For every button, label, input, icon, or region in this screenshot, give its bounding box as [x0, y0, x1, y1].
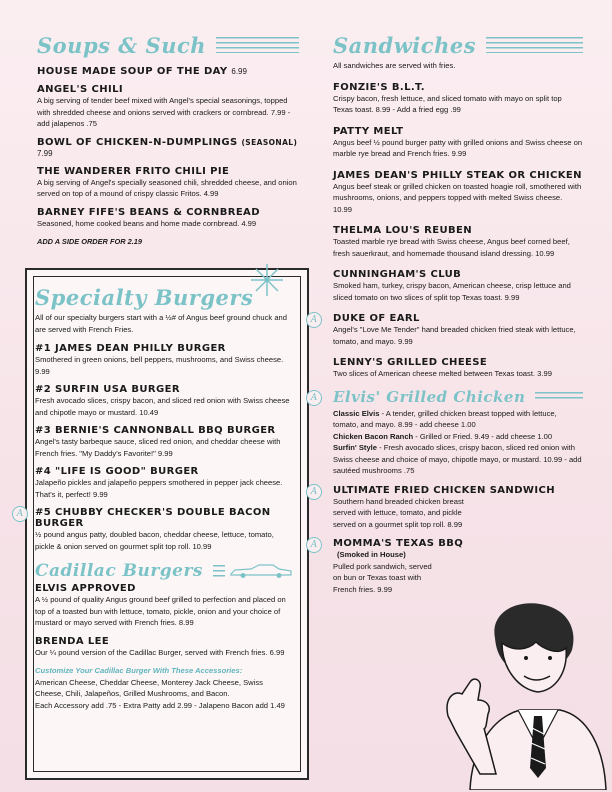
- side-order-note: ADD A SIDE ORDER FOR 2.19: [37, 237, 142, 246]
- menu-item: [310, 538, 583, 595]
- item-title: ELVIS APPROVED: [35, 583, 136, 594]
- item-title: HOUSE MADE SOUP OF THE DAY: [37, 66, 228, 77]
- item-desc: - Grilled or Fried. 9.49 - add cheese 1.00: [413, 431, 553, 441]
- menu-item: [37, 207, 299, 230]
- retro-man-illustration: [440, 598, 608, 790]
- heading-rules: [216, 37, 299, 53]
- heading-rules: [486, 37, 583, 53]
- item-title: ULTIMATE FRIED CHICKEN SANDWICH: [333, 484, 555, 496]
- item-desc: Jalapeño pickles and jalapeño peppers smothered in pepper jack cheese. That's it, perfect! 9.99: [35, 478, 283, 499]
- item-title: #3 BERNIE'S CANNONBALL BBQ BURGER: [35, 425, 276, 436]
- item-title: #5 CHUBBY CHECKER'S DOUBLE BACON BURGER: [35, 507, 271, 529]
- item-title: THELMA LOU'S REUBEN: [333, 225, 473, 236]
- item-title: #4 "LIFE IS GOOD" BURGER: [35, 466, 199, 477]
- menu-item: [310, 313, 583, 347]
- menu-item: [333, 269, 583, 303]
- item-desc: Crispy bacon, fresh lettuce, and sliced tomato with mayo on split top Texas toast. 8.99 - Add a fried egg .99: [333, 93, 562, 114]
- elvis-chicken-items: [333, 408, 583, 477]
- menu-item: [37, 137, 299, 159]
- accessories-prices: Each Accessory add .75 - Extra Patty add 2.99 - Jalapeno Bacon add 1.49: [35, 700, 285, 710]
- item-price: 6.99: [231, 67, 247, 76]
- item-title: #2 SURFIN USA BURGER: [35, 384, 180, 395]
- cadillac-heading: Cadillac Burgers: [35, 561, 204, 581]
- item-desc: ½ pound angus patty, doubled bacon, cheddar cheese, lettuce, tomato, pickle & onion served on gourmet split top roll. 10.99: [35, 530, 274, 551]
- menu-item: [35, 384, 293, 418]
- item-title: JAMES DEAN'S PHILLY STEAK OR CHICKEN: [333, 169, 582, 181]
- sandwiches-heading: Sandwiches: [333, 32, 477, 58]
- specialty-header: [35, 282, 293, 312]
- menu-item: [35, 425, 293, 459]
- item-desc: - A tender, grilled chicken breast topped with lettuce, tomato, and mayo. 8.99 - add cheese 1.00: [333, 408, 557, 429]
- item-desc: Smoked ham, turkey, crispy bacon, American cheese, crisp lettuce and sliced tomato on two slices of split top Texas toast. 9.99: [333, 281, 571, 302]
- menu-item: [333, 82, 583, 116]
- menu-item: [35, 583, 293, 629]
- menu-item: [37, 84, 299, 130]
- accessories-heading: Customize Your Cadillac Burger With These Accessories:: [35, 666, 243, 675]
- item-price: 7.99: [37, 148, 53, 158]
- soups-header: [37, 30, 299, 60]
- sandwiches-section: [310, 30, 583, 602]
- item-desc: Pulled pork sandwich, served on bun or Texas toast with French fries. 9.99: [333, 561, 432, 594]
- item-desc: Seasoned, home cooked beans and home made cornbread. 4.99: [37, 218, 257, 228]
- item-desc: Our ¼ pound version of the Cadillac Burger, served with French fries. 6.99: [35, 647, 285, 657]
- burgers-box: [16, 268, 309, 780]
- accessories-list: American Cheese, Cheddar Cheese, Monterey Jack Cheese, Swiss Cheese, Chili, Jalapeños, Grilled Mushrooms, and Bacon.: [35, 677, 263, 698]
- angel-badge-icon: A: [306, 390, 322, 406]
- item-tag: (SEASONAL): [241, 137, 298, 147]
- soups-section: [37, 30, 299, 248]
- item-title: Surfin' Style: [333, 443, 378, 452]
- menu-item: [37, 66, 299, 77]
- item-title: LENNY'S GRILLED CHEESE: [333, 357, 488, 368]
- elvis-chicken-heading: Elvis' Grilled Chicken: [333, 387, 526, 406]
- item-title: CUNNINGHAM'S CLUB: [333, 269, 462, 280]
- item-title: #1 JAMES DEAN PHILLY BURGER: [35, 343, 226, 354]
- menu-item: [35, 636, 293, 659]
- item-desc: A big serving of Angel's specially seasoned chili, shredded cheese, and onion served on top of a mound of crispy classic Fritos. 4.99: [37, 177, 297, 198]
- box-content: [16, 282, 293, 711]
- menu-item: [310, 484, 583, 531]
- item-title: Classic Elvis: [333, 408, 380, 418]
- item-title: THE WANDERER FRITO CHILI PIE: [37, 165, 230, 177]
- item-desc: Angel's "Love Me Tender" hand breaded chicken fried steak with lettuce, tomato, and mayo. 9.99: [333, 325, 576, 346]
- menu-item: [35, 466, 293, 500]
- menu-item: [37, 166, 299, 200]
- item-title: MOMMA'S TEXAS BBQ: [333, 538, 464, 549]
- item-desc: A ½ pound of quality Angus ground beef grilled to perfection and placed on top of a toasted bun with lettuce, tomato, pickle, onion and your choice of mustard or mayo served with French fries. 8.99: [35, 595, 286, 627]
- menu-item: [16, 507, 293, 552]
- sandwiches-header: [333, 30, 583, 60]
- item-subtitle: (Smoked in House): [337, 550, 406, 559]
- heading-rules: [535, 392, 583, 402]
- item-desc: Southern hand breaded chicken breast served with lettuce, tomato, and pickle served on a gourmet split top roll. 8.99: [333, 496, 464, 529]
- angel-badge-icon: A: [306, 312, 322, 328]
- angel-badge-icon: A: [306, 484, 322, 500]
- elvis-chicken-header: [310, 386, 583, 408]
- heading-rules: [213, 565, 225, 577]
- menu-item: [333, 170, 583, 216]
- angel-badge-icon: A: [306, 537, 322, 553]
- item-title: Chicken Bacon Ranch: [333, 431, 414, 441]
- specialty-intro: All of our specialty burgers start with a ½# of Angus beef ground chuck and are served with French Fries.: [35, 313, 288, 334]
- menu-item: [333, 225, 583, 259]
- angel-badge-icon: A: [12, 506, 28, 522]
- item-title: PATTY MELT: [333, 125, 404, 137]
- sandwiches-intro: All sandwiches are served with fries.: [333, 61, 456, 70]
- item-title: BARNEY FIFE'S BEANS & CORNBREAD: [37, 206, 260, 218]
- item-desc: - Fresh avocado slices, crispy bacon, sliced red onion with Swiss cheese and choice of mayo, chipotle mayo, or mustard. 10.99 - add sautéed mushrooms .75: [333, 443, 582, 475]
- item-title: FONZIE'S B.L.T.: [333, 81, 425, 93]
- item-desc: Angus beef steak or grilled chicken on toasted hoagie roll, smothered with mushrooms, onions, and peppers topped with melted Swiss cheese. 10.99: [333, 181, 582, 214]
- specialty-heading: Specialty Burgers: [35, 284, 254, 310]
- item-desc: Angus beef ½ pound burger patty with grilled onions and Swiss cheese on marble rye bread and French fries. 9.99: [333, 137, 583, 158]
- menu-item: [333, 357, 583, 380]
- item-desc: Two slices of American cheese melted between Texas toast. 3.99: [333, 369, 552, 378]
- item-title: BOWL OF CHICKEN-N-DUMPLINGS: [37, 136, 238, 148]
- soups-heading: Soups & Such: [37, 32, 207, 58]
- menu-item: [333, 126, 583, 160]
- item-desc: Angel's tasty barbeque sauce, sliced red onion, and cheddar cheese with French fries. "My Daddy's Favorite!" 9.99: [35, 437, 281, 458]
- item-desc: Smothered in green onions, bell peppers, mushrooms, and Swiss cheese. 9.99: [35, 355, 284, 376]
- item-title: ANGEL'S CHILI: [37, 84, 123, 95]
- cadillac-header: [35, 559, 293, 583]
- item-desc: A big serving of tender beef mixed with Angel's special seasonings, topped with shredded cheese and onions served with crackers or cornbread. 7.99 - add jalapenos .75: [37, 96, 291, 128]
- cadillac-car-icon: [229, 563, 293, 579]
- menu-item: [35, 343, 293, 377]
- item-desc: Fresh avocado slices, crispy bacon, and sliced red onion with Swiss cheese and chipotle mayo or mustard. 10.49: [35, 396, 290, 417]
- item-desc: Toasted marble rye bread with Swiss cheese, Angus beef corned beef, fresh sauerkraut, and homemade thousand island dressing. 10.99: [333, 237, 570, 258]
- item-title: DUKE OF EARL: [333, 313, 420, 324]
- item-title: BRENDA LEE: [35, 635, 110, 647]
